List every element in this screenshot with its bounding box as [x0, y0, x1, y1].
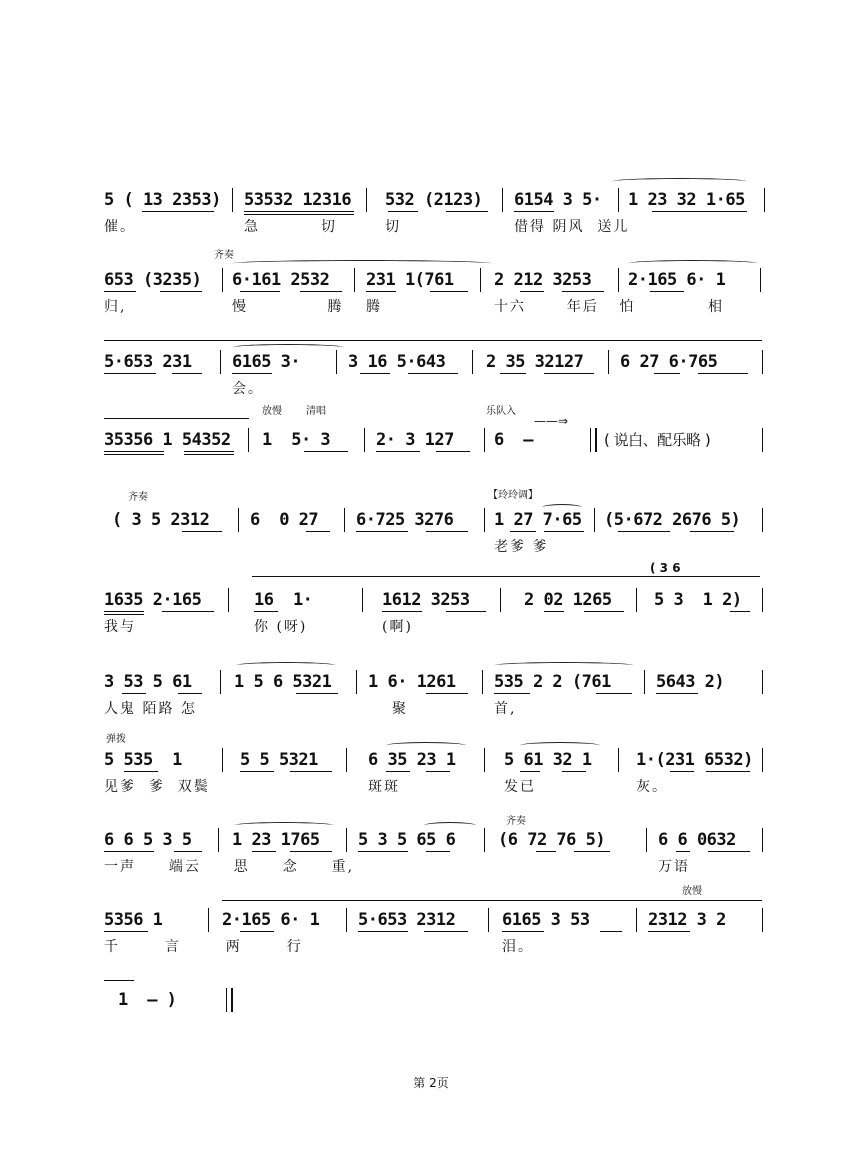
lyric-2: 斑斑 — [368, 779, 400, 795]
underline — [358, 851, 408, 852]
annotation-qizou: 齐奏 — [128, 492, 148, 503]
final-double-barline — [226, 988, 233, 1012]
barline — [218, 828, 219, 852]
staff-system-3 — [0, 340, 862, 410]
underline — [544, 373, 594, 374]
underline — [290, 851, 332, 852]
measure-2: 1 5· 3 — [262, 430, 331, 450]
measure-4: 6154 3 5· — [514, 190, 602, 210]
barline — [344, 508, 345, 532]
barline — [208, 908, 209, 932]
underline — [500, 373, 526, 374]
underline — [296, 693, 338, 694]
measure-1: 3 53 5 61 — [104, 672, 192, 692]
lyric-2: 聚 — [392, 701, 408, 717]
page-number: 第 2页 — [413, 1076, 449, 1090]
measure-4: 1 27 7·65 — [494, 510, 582, 530]
lyric-1: 人鬼 陌路 怎 — [104, 701, 197, 717]
barline — [488, 908, 489, 932]
barline — [482, 670, 483, 694]
underline — [618, 531, 670, 532]
staff-line — [222, 900, 762, 901]
underline — [600, 931, 622, 932]
barline — [232, 188, 233, 212]
barline — [762, 588, 763, 612]
lyric-2: 万语 — [658, 859, 690, 875]
measure-4: 535 2 2 (761 — [494, 672, 611, 692]
staff-system-7 — [0, 660, 862, 730]
underline — [240, 291, 280, 292]
underline — [698, 373, 748, 374]
underline — [104, 611, 144, 612]
tie — [424, 822, 476, 829]
underline — [252, 851, 276, 852]
measure-3: 6 35 23 1 — [368, 750, 456, 770]
underline — [656, 693, 698, 694]
barline — [220, 670, 221, 694]
measure-3: 3 16 5·643 — [348, 352, 446, 372]
underline — [254, 611, 278, 612]
underline — [426, 771, 450, 772]
measure-1: 1635 2·165 — [104, 590, 202, 610]
barline — [762, 350, 763, 374]
underline — [232, 373, 272, 374]
measure-4: 2 35 32127 — [486, 352, 584, 372]
annotation-slow: 放慢 — [682, 886, 702, 897]
underline — [104, 373, 156, 374]
barline — [762, 748, 763, 772]
barline — [636, 588, 637, 612]
underline — [430, 291, 468, 292]
underline — [510, 531, 536, 532]
measure-4: 6 – — [494, 430, 533, 450]
barline — [646, 828, 647, 852]
barline — [480, 268, 481, 292]
underline — [142, 211, 214, 212]
measure-3: 532 (2123) — [385, 190, 483, 210]
measure-1: 5 535 1 — [104, 750, 182, 770]
underline — [690, 531, 734, 532]
tie — [628, 260, 758, 267]
tie — [612, 178, 747, 185]
lyric-2: 泪。 — [502, 939, 534, 955]
measure-4: 2 02 1265 — [524, 590, 612, 610]
tie — [232, 344, 344, 351]
barline — [220, 350, 221, 374]
measure-1: 5 ( 13 2353) — [104, 190, 221, 210]
underline — [652, 211, 747, 212]
underline — [184, 454, 234, 455]
measure-1: 35356 1 54352 — [104, 430, 231, 450]
barline — [762, 908, 763, 932]
underline — [356, 531, 408, 532]
staff-system-8 — [0, 734, 862, 808]
barline — [354, 268, 355, 292]
staff-line — [252, 576, 760, 577]
measure-3: 6·725 3276 — [356, 510, 454, 530]
underline — [104, 614, 144, 615]
barline — [222, 268, 223, 292]
measure-2: 6165 3· — [232, 352, 301, 372]
measure-5: 5 3 1 2) — [654, 590, 742, 610]
barline — [346, 748, 347, 772]
staff-line — [104, 340, 762, 341]
underline — [240, 771, 274, 772]
barline — [644, 670, 645, 694]
lyric-2: 慢 腾 — [232, 299, 344, 315]
underline — [184, 451, 234, 452]
barline — [238, 508, 239, 532]
tie — [494, 662, 634, 669]
barline — [764, 188, 765, 212]
lyric-3: (啊) — [382, 619, 413, 635]
lyric-3: 发已 — [504, 779, 536, 795]
barline — [222, 748, 223, 772]
lyric-1: 一声 端云 思 念 重, — [104, 859, 355, 875]
measure-2: 5 5 5321 — [240, 750, 318, 770]
underline — [244, 211, 354, 212]
barline — [248, 428, 249, 452]
staff-system-2 — [0, 250, 862, 328]
lyric-4: 灰。 — [636, 779, 668, 795]
barline — [346, 908, 347, 932]
underline — [520, 771, 540, 772]
barline — [484, 828, 485, 852]
measure-5: 1 23 32 1·65 — [628, 190, 745, 210]
underline — [240, 931, 274, 932]
underline — [300, 291, 342, 292]
lyric-1: 我与 — [104, 619, 136, 635]
lyric-4: 借得 阴风 送儿 — [514, 219, 630, 235]
lyric-1: 会。 — [232, 381, 264, 397]
staff-system-5 — [0, 490, 862, 566]
underline — [104, 931, 148, 932]
underline — [514, 211, 554, 212]
tie — [386, 742, 466, 749]
lyric-1: 千 言 两 行 — [104, 939, 303, 955]
barline — [356, 670, 357, 694]
barline — [364, 428, 365, 452]
measure-5: 2312 3 2 — [648, 910, 726, 930]
barline — [484, 428, 485, 452]
staff-line — [104, 980, 134, 981]
measure-5: 6 27 6·765 — [620, 352, 718, 372]
staff-system-10 — [0, 886, 862, 968]
measure-1: 653 (3235) — [104, 270, 202, 290]
underline — [172, 373, 202, 374]
staff-system-9 — [0, 818, 862, 888]
barline — [484, 748, 485, 772]
barline — [346, 828, 347, 852]
underline — [366, 291, 396, 292]
underline — [174, 851, 202, 852]
underline — [502, 931, 544, 932]
underline — [544, 531, 584, 532]
underline — [182, 531, 222, 532]
measure-5: 1·(231 6532) — [636, 750, 753, 770]
barline — [594, 508, 595, 532]
measure-4: 5 61 32 1 — [504, 750, 592, 770]
measure-2: 1 23 1765 — [232, 830, 320, 850]
underline — [386, 771, 410, 772]
annotation-plucked: 弹拨 — [106, 734, 126, 745]
underline — [104, 454, 164, 455]
underline — [648, 931, 690, 932]
barline — [636, 908, 637, 932]
staff-system-6 — [0, 561, 862, 648]
measure-1: 5356 1 — [104, 910, 163, 930]
barline — [760, 268, 761, 292]
annotation-qizou: 齐奏 — [506, 816, 526, 827]
measure-2: 6·161 2532 — [232, 270, 330, 290]
underline — [584, 611, 624, 612]
barline — [762, 670, 763, 694]
lyric-1: 老爹 爹 — [494, 539, 549, 555]
underline — [544, 611, 564, 612]
double-barline — [590, 428, 597, 452]
underline — [446, 611, 486, 612]
underline — [706, 771, 750, 772]
underline — [426, 851, 450, 852]
underline — [104, 451, 164, 452]
annotation-band-enters: 乐队入 — [486, 406, 516, 417]
barline — [502, 188, 503, 212]
lyric-2: 急 切 — [244, 219, 337, 235]
arrow-icon: ——⇒ — [534, 414, 569, 428]
underline — [160, 291, 202, 292]
measure-3: 1612 3253 — [382, 590, 470, 610]
underline — [290, 771, 332, 772]
barline — [362, 588, 363, 612]
measure-4: 6165 3 53 — [502, 910, 590, 930]
measure-5: 6 6 0632 — [658, 830, 736, 850]
underline — [676, 851, 690, 852]
barline — [228, 588, 229, 612]
underline — [376, 451, 420, 452]
underline — [244, 214, 354, 215]
underline — [122, 693, 146, 694]
underline — [408, 373, 458, 374]
underline — [382, 611, 422, 612]
lyric-3: 腾 — [366, 299, 382, 315]
spoken-interlude: ( 说白、配乐略 ) — [604, 431, 711, 449]
measure-3: 231 1(761 — [366, 270, 454, 290]
measure-5: (5·672 2676 5) — [604, 510, 741, 530]
underline — [446, 211, 488, 212]
staff-line — [104, 418, 249, 419]
barline — [500, 588, 501, 612]
measure-2: 2·165 6· 1 — [222, 910, 320, 930]
underline — [124, 771, 158, 772]
measure-1: ( 3 5 2312 — [112, 510, 210, 530]
annotation-slow: 放慢 — [262, 406, 282, 417]
underline — [654, 373, 680, 374]
lyric-5: 相 — [708, 299, 724, 315]
annotation-qizou: 齐奏 — [214, 250, 234, 261]
lyric-1: 催。 — [104, 219, 136, 235]
underline — [388, 211, 418, 212]
tie — [520, 742, 600, 749]
underline — [304, 451, 348, 452]
measure-3: 2· 3 127 — [376, 430, 454, 450]
tie — [236, 662, 336, 669]
annotation-tune-name: 【玲玲调】 — [488, 490, 538, 501]
underline — [562, 291, 604, 292]
measure-5: 2·165 6· 1 — [628, 270, 726, 290]
barline — [608, 350, 609, 374]
underline — [360, 373, 390, 374]
barline — [618, 268, 619, 292]
lyric-1: 归, — [104, 299, 127, 315]
measure-3: 1 6· 1261 — [368, 672, 456, 692]
lyric-3: 切 — [385, 219, 401, 235]
underline — [562, 771, 586, 772]
barline — [336, 350, 337, 374]
measure-4: (6 72 76 5) — [498, 830, 606, 850]
underline — [536, 851, 556, 852]
barline — [472, 350, 473, 374]
underline — [574, 851, 610, 852]
measure-3: 5·653 2312 — [358, 910, 456, 930]
underline — [650, 291, 684, 292]
underline — [596, 693, 632, 694]
tie — [234, 822, 334, 829]
lyric-3: 首, — [494, 701, 517, 717]
underline — [358, 931, 408, 932]
underline — [104, 851, 154, 852]
underline — [670, 771, 694, 772]
staff-system-4 — [0, 406, 862, 488]
staff-system-11 — [0, 976, 862, 1046]
underline — [178, 693, 202, 694]
measure-2: 6 0 27 — [250, 510, 319, 530]
annotation-ornament: ( 3 6 — [650, 561, 681, 575]
lyric-1: 见爹 爹 双鬓 — [104, 779, 210, 795]
barline — [762, 828, 763, 852]
barline — [762, 428, 763, 452]
underline — [730, 611, 750, 612]
annotation-solo: 清唱 — [306, 406, 326, 417]
lyric-4: 十六 年后 怕 — [494, 299, 636, 315]
underline — [426, 693, 468, 694]
barline — [618, 748, 619, 772]
underline — [436, 451, 470, 452]
underline — [520, 291, 544, 292]
measure-2: 16 1· — [254, 590, 313, 610]
lyric-2: 你 (呀) — [254, 619, 308, 635]
underline — [104, 291, 136, 292]
barline — [618, 188, 619, 212]
underline — [426, 531, 468, 532]
underline — [708, 851, 750, 852]
barline — [762, 508, 763, 532]
measure-4: 2 212 3253 — [494, 270, 592, 290]
underline — [424, 931, 468, 932]
measure-3: 5 3 5 65 6 — [358, 830, 456, 850]
measure-1: 5·653 231 — [104, 352, 192, 372]
measure-5: 5643 2) — [656, 672, 725, 692]
barline — [484, 508, 485, 532]
staff-system-1 — [0, 180, 862, 250]
underline — [494, 693, 530, 694]
measure-2: 53532 12316 — [244, 190, 352, 210]
underline — [306, 531, 330, 532]
tie — [232, 260, 492, 267]
barline — [366, 188, 367, 212]
measure-2: 1 5 6 5321 — [234, 672, 332, 692]
underline — [162, 611, 214, 612]
measure-1: 6 6 5 3 5 — [104, 830, 192, 850]
measure-1: 1 – ) — [118, 990, 177, 1010]
